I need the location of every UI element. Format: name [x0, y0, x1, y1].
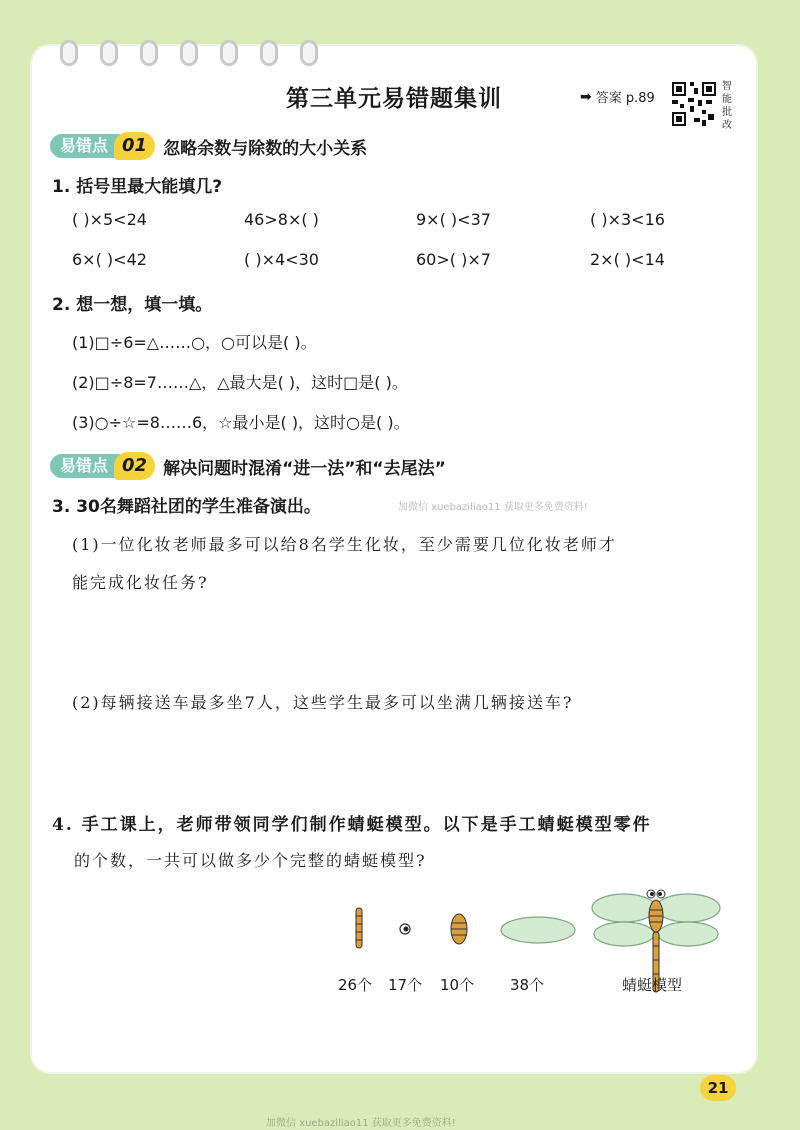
section-tag-label: 易错点 [50, 454, 144, 478]
body-part-icon [448, 912, 470, 946]
binder-ring [140, 40, 158, 66]
section-tag-number: 01 [114, 132, 155, 160]
question-2-item-2[interactable]: (2)□÷8=7……△，△最大是( )，这时□是( )。 [72, 373, 408, 392]
qr-caption: 智 能 批 改 [722, 81, 732, 131]
wing-part-icon [498, 914, 578, 946]
section-title: 解决问题时混淆“进一法”和“去尾法” [163, 458, 446, 479]
section-tag-label: 易错点 [50, 134, 144, 158]
blank-expression[interactable]: ( )×5<24 [72, 210, 147, 229]
wing-count: 38个 [510, 976, 545, 994]
body-count: 10个 [440, 976, 475, 994]
section-tag-number: 02 [114, 452, 155, 480]
page-number: 21 [700, 1075, 736, 1101]
blank-expression[interactable]: ( )×3<16 [590, 210, 665, 229]
question-4-prompt: 4. 手工课上，老师带领同学们制作蜻蜓模型。以下是手工蜻蜓模型零件 [52, 815, 652, 835]
question-3-part-2: (2)每辆接送车最多坐7人，这些学生最多可以坐满几辆接送车? [72, 693, 574, 712]
blank-expression[interactable]: 46>8×( ) [244, 210, 319, 229]
question-2-prompt: 2. 想一想，填一填。 [52, 295, 213, 315]
question-1-prompt: 1. 括号里最大能填几? [52, 177, 223, 197]
watermark: 加微信 xuebaziliao11 获取更多免费资料! [398, 502, 588, 513]
question-4-prompt-continued: 的个数，一共可以做多少个完整的蜻蜓模型? [74, 851, 427, 870]
watermark: 加微信 xuebaziliao11 获取更多免费资料! [266, 1118, 456, 1129]
question-3-part-1-continued: 能完成化妆任务? [72, 573, 209, 592]
binder-ring [180, 40, 198, 66]
blank-expression[interactable]: 60>( )×7 [416, 250, 491, 269]
section-title: 忽略余数与除数的大小关系 [163, 138, 368, 159]
model-label: 蜻蜓模型 [622, 976, 683, 994]
question-3-part-1: (1)一位化妆老师最多可以给8名学生化妆，至少需要几位化妆老师才 [72, 535, 617, 554]
section-tag-01 [50, 132, 367, 160]
binder-ring [220, 40, 238, 66]
eye-part-icon [398, 922, 412, 936]
answer-reference-text: 答案 p.89 [595, 91, 655, 106]
worksheet-page [32, 46, 756, 1072]
qr-code-icon[interactable] [670, 80, 718, 128]
binder-ring [300, 40, 318, 66]
binder-rings [60, 40, 318, 66]
blank-expression[interactable]: 6×( )<42 [72, 250, 147, 269]
section-tag-02 [50, 452, 446, 480]
binder-ring [100, 40, 118, 66]
blank-expression[interactable]: 9×( )<37 [416, 210, 491, 229]
blank-expression[interactable]: 2×( )<14 [590, 250, 665, 269]
eye-count: 17个 [388, 976, 423, 994]
tail-count: 26个 [338, 976, 373, 994]
tail-part-icon [352, 906, 366, 950]
question-2-item-1[interactable]: (1)□÷6=△……○，○可以是( )。 [72, 333, 317, 352]
binder-ring [60, 40, 78, 66]
question-3-prompt: 3. 30名舞蹈社团的学生准备演出。 [52, 497, 321, 517]
answer-reference[interactable] [580, 87, 655, 106]
question-2-item-3[interactable]: (3)○÷☆=8……6，☆最小是( )，这时○是( )。 [72, 413, 410, 432]
blank-expression[interactable]: ( )×4<30 [244, 250, 319, 269]
binder-ring [260, 40, 278, 66]
arrow-right-icon: ➡ [580, 88, 592, 105]
page-title: 第三单元易错题集训 [286, 86, 502, 112]
